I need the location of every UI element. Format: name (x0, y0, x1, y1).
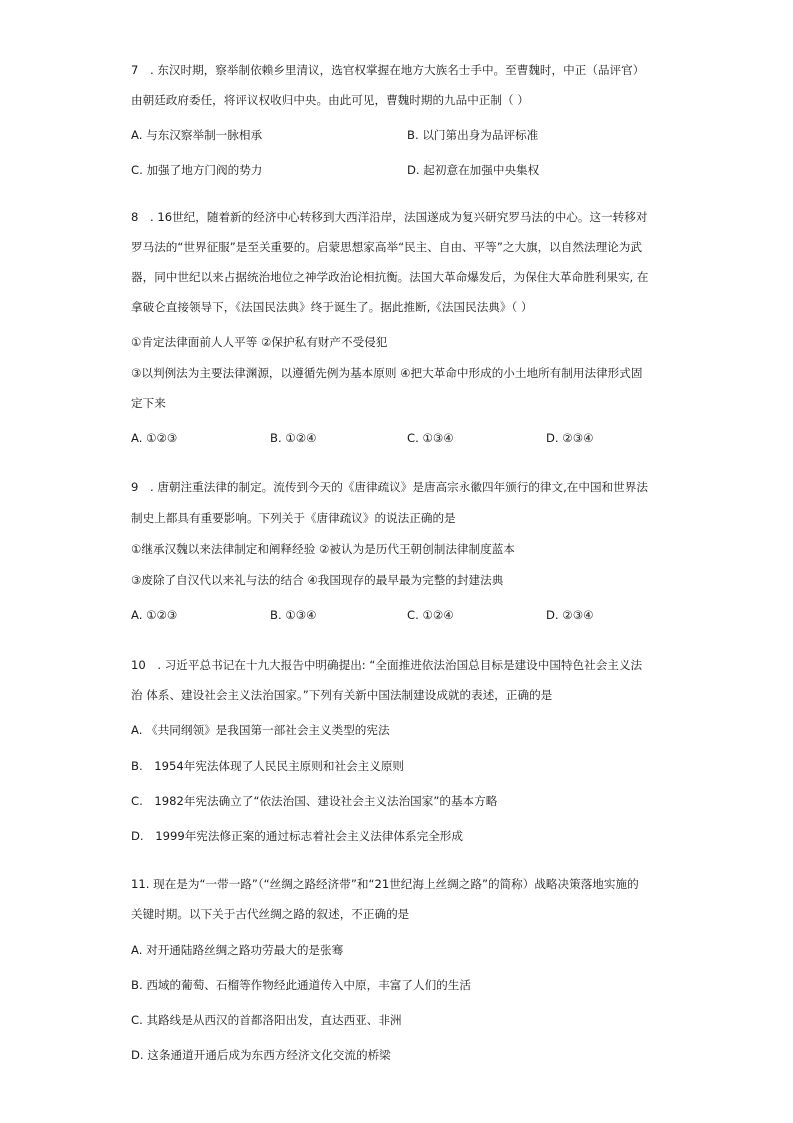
question-9-option-c: C. ①②④ (407, 608, 454, 622)
question-8-option-a: A. ①②③ (131, 431, 178, 445)
question-9-stem-line-2: 制史上都具有重要影响。下列关于《唐律疏议》的说法正确的是 (131, 511, 456, 525)
question-11-option-b: B. 西域的葡萄、石榴等作物经此通道传入中原，丰富了人们的生活 (131, 978, 471, 992)
question-11-stem-line-2: 关键时期。以下关于古代丝绸之路的叙述，不正确的是 (131, 907, 410, 921)
question-9-option-a: A. ①②③ (131, 608, 178, 622)
question-11-option-a: A. 对开通陆路丝绸之路功劳最大的是张骞 (131, 943, 344, 957)
question-11-option-c: C. 其路线是从西汉的首都洛阳出发，直达西亚、非洲 (131, 1013, 402, 1027)
question-10-stem-line-2: 治 体系、建设社会主义法治国家。”下列有关新中国法制建设成就的表述，正确的是 (131, 688, 553, 702)
question-8-statement-line-2: ③以判例法为主要法律渊源，以遵循先例为基本原则 ④把大革命中形成的小土地所有制用法律形式固 (131, 366, 643, 380)
question-7-option-b: B. 以门第出身为品评标准 (407, 128, 539, 142)
question-8-statement-line-3: 定下来 (131, 396, 166, 410)
question-9-option-b: B. ①③④ (270, 608, 317, 622)
question-10-option-a: A. 《共同纲领》是我国第一部社会主义类型的宪法 (131, 723, 390, 737)
question-7-option-c: C. 加强了地方门阀的势力 (131, 163, 263, 177)
question-7-option-a: A. 与东汉察举制一脉相承 (131, 128, 263, 142)
question-8-stem-line-3: 器，同中世纪以来占据统治地位之神学政治论相抗衡。法国大革命爆发后，为保住大革命胜利果实, 在 (131, 270, 649, 284)
question-10-option-d: D. 1999年宪法修正案的通过标志着社会主义法律体系完全形成 (131, 829, 463, 843)
question-7-stem-line-1: 7 . 东汉时期，察举制依赖乡里清议，选官权掌握在地方大族名士手中。至曹魏时，中正（品评官） (131, 63, 645, 77)
question-7-option-d: D. 起初意在加强中央集权 (407, 163, 540, 177)
question-11-stem-line-1: 11. 现在是为“一带一路”（“丝绸之路经济带”和“21世纪海上丝绸之路”的简称）战略决策落地实施的 (131, 877, 639, 891)
question-8-stem-line-2: 罗马法的“世界征服”是至关重要的。启蒙思想家高举“民主、自由、平等”之大旗，以自然法理论为武 (131, 240, 642, 254)
question-8-stem-line-1: 8 . 16世纪，随着新的经济中心转移到大西洋沿岸，法国遂成为复兴研究罗马法的中心。这一转移对 (131, 210, 648, 224)
question-10-stem-line-1: 10 . 习近平总书记在十九大报告中明确提出: “全面推进依法治国总目标是建设中国特色社会主义法 (131, 658, 643, 672)
question-10-option-b: B. 1954年宪法体现了人民民主原则和社会主义原则 (131, 759, 405, 773)
question-9-option-d: D. ②③④ (546, 608, 594, 622)
question-9-statement-line-1: ①继承汉魏以来法律制定和阐释经验 ②被认为是历代王朝创制法律制度蓝本 (131, 542, 515, 556)
question-8-statement-line-1: ①肯定法律面前人人平等 ②保护私有财产不受侵犯 (131, 335, 388, 349)
question-11-option-d: D. 这条通道开通后成为东西方经济文化交流的桥梁 (131, 1048, 391, 1062)
question-8-option-c: C. ①③④ (407, 431, 454, 445)
question-9-statement-line-2: ③废除了自汉代以来礼与法的结合 ④我国现存的最早最为完整的封建法典 (131, 573, 504, 587)
question-8-option-d: D. ②③④ (546, 431, 594, 445)
question-10-option-c: C. 1982年宪法确立了“依法治国、建设社会主义法治国家”的基本方略 (131, 794, 498, 808)
question-7-stem-line-2: 由朝廷政府委任，将评议权收归中央。由此可见，曹魏时期的九品中正制（ ） (131, 93, 529, 107)
question-8-stem-line-4: 拿破仑直接领导下，《法国民法典》终于诞生了。据此推断,《法国民法典》（ ） (131, 300, 533, 314)
question-8-option-b: B. ①②④ (270, 431, 317, 445)
question-9-stem-line-1: 9 . 唐朝注重法律的制定。流传到今天的《唐律疏议》是唐高宗永徽四年颁行的律文,在中国和世界法 (131, 480, 648, 494)
